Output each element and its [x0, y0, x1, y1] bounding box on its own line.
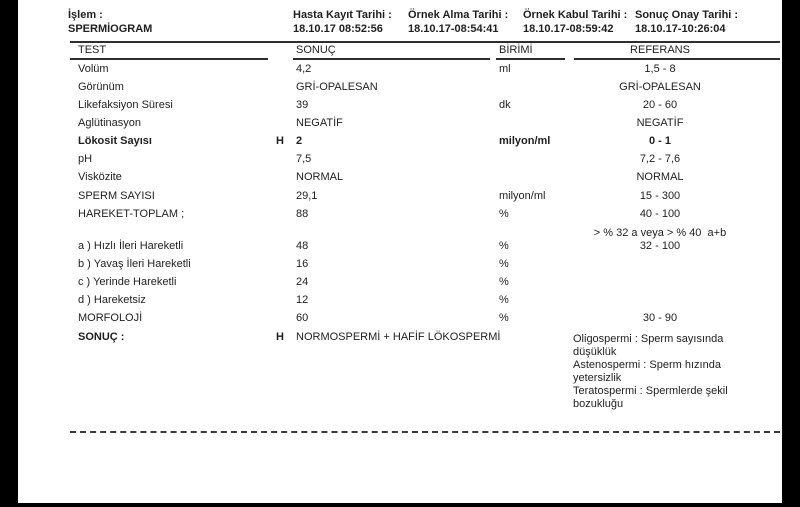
process-value: SPERMİOGRAM [68, 23, 153, 35]
result-cell: 16 [296, 258, 309, 270]
underline-unit-column [496, 58, 565, 60]
table-row [18, 171, 782, 185]
result-cell: 29,1 [296, 190, 318, 202]
interpretation-notes [573, 333, 783, 411]
result-cell: 4,2 [296, 63, 312, 75]
table-row [18, 312, 782, 326]
reference-cell: 7,2 - 7,6 [639, 153, 681, 165]
reference-cell: 32 - 100 [639, 240, 681, 252]
date-value: 18.10.17-08:59:42 [523, 23, 614, 35]
date-label: Örnek Kabul Tarihi : [523, 9, 628, 21]
reference-cell: 15 - 300 [639, 190, 681, 202]
date-column [523, 8, 635, 36]
date-value: 18.10.17-10:26:04 [635, 23, 726, 35]
date-column [293, 8, 405, 36]
reference-cell: 40 - 100 [639, 208, 681, 220]
date-label: Sonuç Onay Tarihi : [635, 9, 739, 21]
reference-cell: 0 - 1 [648, 135, 671, 147]
process-label: İşlem : [68, 9, 103, 21]
date-value: 18.10.17 08:52:56 [293, 23, 383, 35]
result-cell: 48 [296, 240, 309, 252]
table-row [18, 258, 782, 272]
date-column [635, 8, 747, 36]
result-cell: NEGATİF [296, 117, 343, 129]
test-name-cell: Likefaksiyon Süresi [78, 99, 173, 111]
column-header-test: TEST [78, 44, 107, 56]
reference-cell: 30 - 90 [642, 312, 678, 324]
table-row [18, 117, 782, 131]
result-cell: 88 [296, 208, 309, 220]
column-header-result: SONUÇ [296, 44, 336, 56]
date-column [408, 8, 520, 36]
unit-cell: milyon/ml [499, 135, 551, 147]
note-line: düşüklük [573, 346, 617, 358]
result-cell: 7,5 [296, 153, 312, 165]
header-divider-line [70, 41, 780, 43]
result-cell: NORMOSPERMİ + HAFİF LÖKOSPERMİ [296, 331, 501, 343]
unit-cell: % [499, 312, 509, 324]
test-name-cell: SPERM SAYISI [78, 190, 155, 202]
test-name-cell: b ) Yavaş İleri Hareketli [78, 258, 191, 270]
report-page [18, 0, 782, 503]
reference-cell: > % 32 a veya > % 40 a+b [593, 227, 727, 239]
unit-cell: % [499, 240, 509, 252]
table-row [18, 240, 782, 254]
table-row [18, 276, 782, 290]
table-row [18, 190, 782, 204]
flag-cell: H [276, 331, 284, 343]
unit-cell: % [499, 208, 509, 220]
note-line: Teratospermi : Spermlerde şekil [573, 385, 728, 397]
unit-cell: dk [499, 99, 511, 111]
column-header-unit: BİRİMİ [499, 44, 533, 56]
date-label: Hasta Kayıt Tarihi : [293, 9, 392, 21]
test-name-cell: Volüm [78, 63, 109, 75]
test-name-cell: Visközite [78, 171, 122, 183]
underline-result-column [293, 58, 490, 60]
table-row [18, 81, 782, 95]
test-name-cell: Lökosit Sayısı [78, 135, 152, 147]
unit-cell: ml [499, 63, 511, 75]
footer-dashed-line [70, 431, 780, 433]
table-row [18, 227, 782, 241]
reference-cell: NORMAL [636, 171, 684, 183]
note-line: Oligospermi : Sperm sayısında [573, 333, 724, 345]
unit-cell: % [499, 276, 509, 288]
test-name-cell: d ) Hareketsiz [78, 294, 146, 306]
result-cell: 60 [296, 312, 309, 324]
unit-cell: % [499, 294, 509, 306]
note-line: bozukluğu [573, 398, 624, 410]
flag-cell: H [276, 135, 284, 147]
test-name-cell: MORFOLOJİ [78, 312, 143, 324]
table-row [18, 294, 782, 308]
test-name-cell: a ) Hızlı İleri Hareketli [78, 240, 184, 252]
table-row [18, 153, 782, 167]
note-line: yetersizlik [573, 372, 622, 384]
underline-test-column [70, 58, 268, 60]
reference-cell: NEGATİF [636, 117, 684, 129]
column-header-reference: REFERANS [630, 44, 690, 56]
reference-cell: 1,5 - 8 [644, 63, 676, 75]
result-cell: 12 [296, 294, 309, 306]
unit-cell: milyon/ml [499, 190, 546, 202]
date-label: Örnek Alma Tarihi : [408, 9, 509, 21]
test-name-cell: c ) Yerinde Hareketli [78, 276, 177, 288]
reference-cell: 20 - 60 [642, 99, 678, 111]
table-row [18, 63, 782, 77]
underline-reference-column [574, 58, 780, 60]
result-cell: 2 [296, 135, 303, 147]
table-row [18, 208, 782, 222]
result-cell: 24 [296, 276, 309, 288]
test-name-cell: Görünüm [78, 81, 124, 93]
result-cell: 39 [296, 99, 309, 111]
process-block [68, 8, 152, 36]
reference-cell: GRİ-OPALESAN [619, 81, 701, 93]
result-cell: NORMAL [296, 171, 344, 183]
test-name-cell: HAREKET-TOPLAM ; [78, 208, 185, 220]
test-name-cell: Aglütinasyon [78, 117, 141, 129]
unit-cell: % [499, 258, 509, 270]
test-name-cell: SONUÇ : [78, 331, 125, 343]
date-value: 18.10.17-08:54:41 [408, 23, 499, 35]
test-name-cell: pH [78, 153, 93, 165]
table-row [18, 135, 782, 149]
result-cell: GRİ-OPALESAN [296, 81, 378, 93]
note-line: Astenospermi : Sperm hızında [573, 359, 721, 371]
table-row [18, 99, 782, 113]
